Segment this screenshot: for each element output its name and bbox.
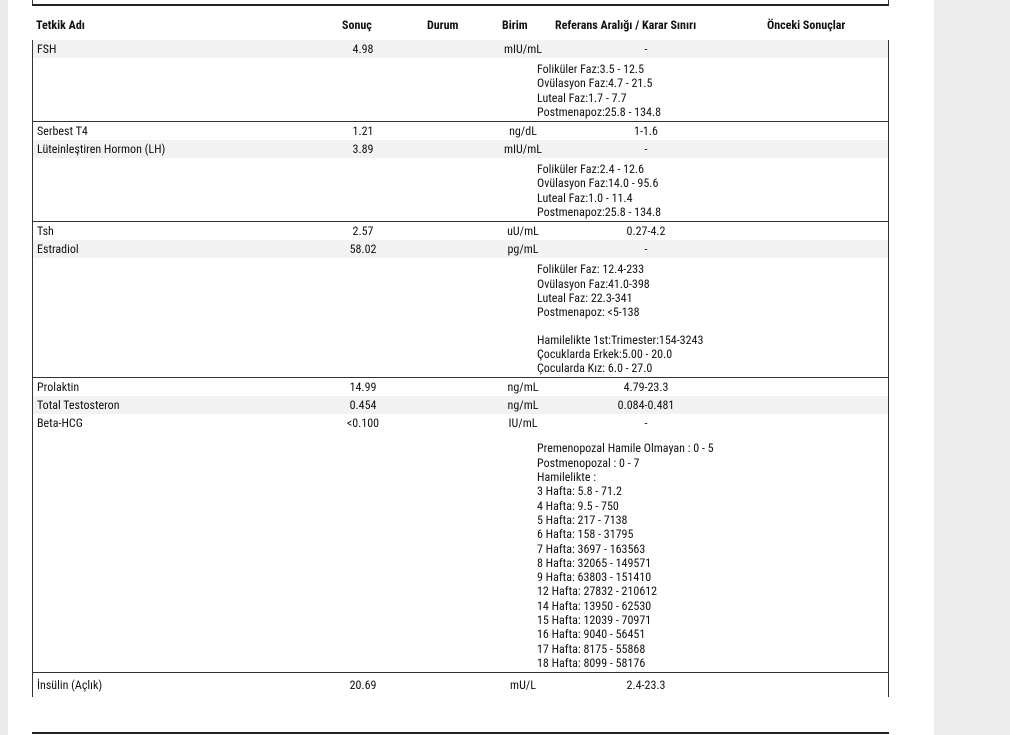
ref-line: 8 Hafta: 32065 - 149571	[537, 555, 652, 570]
test-name: Lüteinleştiren Hormon (LH)	[37, 142, 166, 157]
ref-line: Foliküler Faz: 12.4-233	[537, 262, 645, 277]
table-row	[32, 414, 889, 673]
ref-line: Postmenopozal : 0 - 7	[537, 455, 640, 470]
side-panel	[934, 0, 1010, 735]
ref-line: 17 Hafta: 8175 - 55868	[537, 641, 646, 656]
col-reference: Referans Aralığı / Karar Sınırı	[555, 18, 697, 32]
col-result: Sonuç	[342, 18, 372, 32]
ref-line: 15 Hafta: 12039 - 70971	[537, 613, 652, 628]
test-unit: uU/mL	[507, 224, 539, 239]
table-row	[32, 396, 889, 414]
test-reference: -	[644, 42, 648, 56]
test-reference: 2.4-23.3	[626, 678, 666, 693]
test-result: 20.69	[349, 678, 377, 693]
test-result: <0.100	[346, 416, 380, 431]
table-row	[32, 378, 889, 396]
ref-line: Postmenapoz:25.8 - 134.8	[537, 205, 662, 220]
ref-line: Çocuklarda Erkek:5.00 - 20.0	[537, 346, 673, 361]
table-row	[32, 140, 889, 222]
test-reference: 0.27-4.2	[626, 224, 666, 239]
ref-line: Hamilelikte 1st:Trimester:154-3243	[537, 332, 704, 347]
ref-line: 5 Hafta: 217 - 7138	[537, 512, 628, 527]
top-rule	[32, 0, 889, 6]
col-status: Durum	[427, 18, 459, 32]
test-name: FSH	[37, 42, 57, 56]
table-row	[32, 673, 889, 697]
ref-line: Luteal Faz: 22.3-341	[537, 290, 633, 305]
col-previous: Önceki Sonuçlar	[767, 18, 846, 32]
test-result: 58.02	[349, 242, 377, 257]
reference-details	[33, 258, 888, 377]
test-result: 3.89	[352, 142, 374, 157]
ref-line: Luteal Faz:1.7 - 7.7	[537, 90, 627, 105]
ref-line: 16 Hafta: 9040 - 56451	[537, 627, 646, 642]
test-reference: 1-1.6	[634, 124, 658, 139]
test-name: Serbest T4	[37, 124, 88, 139]
ref-line: Foliküler Faz:2.4 - 12.6	[537, 162, 644, 177]
test-unit: ng/dL	[509, 124, 537, 139]
reference-details	[33, 58, 888, 121]
ref-line: Foliküler Faz:3.5 - 12.5	[537, 62, 644, 76]
ref-line: Luteal Faz:1.0 - 11.4	[537, 190, 633, 205]
ref-line: Premenopozal Hamile Olmayan : 0 - 5	[537, 441, 714, 456]
reference-details	[33, 432, 888, 672]
test-reference: -	[644, 416, 648, 431]
ref-line: Postmenapoz: <5-138	[537, 305, 640, 320]
test-result: 0.454	[349, 398, 377, 413]
results-table	[32, 40, 889, 697]
table-row	[32, 222, 889, 240]
ref-line: 4 Hafta: 9.5 - 750	[537, 498, 619, 513]
test-unit: mU/L	[510, 678, 536, 693]
ref-line: Ovülasyon Faz:41.0-398	[537, 276, 650, 291]
ref-line: Ovülasyon Faz:4.7 - 21.5	[537, 76, 653, 91]
test-reference: -	[644, 242, 648, 257]
bottom-rule	[32, 732, 889, 734]
ref-line: Hamilelikte :	[537, 470, 597, 485]
reference-details	[33, 158, 888, 221]
ref-line: 9 Hafta: 63803 - 151410	[537, 570, 652, 585]
test-unit: pg/mL	[507, 242, 539, 257]
test-unit: ng/mL	[507, 398, 539, 413]
report-sheet	[8, 0, 934, 735]
col-test-name: Tetkik Adı	[36, 18, 85, 32]
test-name: İnsülin (Açlık)	[37, 678, 103, 693]
test-name: Beta-HCG	[37, 416, 83, 431]
test-unit: ng/mL	[507, 380, 539, 395]
test-reference: 0.084-0.481	[617, 398, 675, 413]
ref-line: Çocularda Kız: 6.0 - 27.0	[537, 361, 653, 376]
table-row	[32, 122, 889, 140]
test-result: 2.57	[352, 224, 374, 239]
test-unit: mIU/mL	[504, 42, 542, 56]
table-row	[32, 240, 889, 378]
col-unit: Birim	[502, 18, 528, 32]
test-name: Total Testosteron	[37, 398, 120, 413]
ref-line: 3 Hafta: 5.8 - 71.2	[537, 484, 622, 499]
table-row	[32, 40, 889, 122]
test-name: Prolaktin	[37, 380, 80, 395]
ref-line: 14 Hafta: 13950 - 62530	[537, 598, 652, 613]
test-result: 1.21	[352, 124, 374, 139]
test-result: 14.99	[349, 380, 377, 395]
test-result: 4.98	[352, 42, 374, 56]
ref-line: Postmenapoz:25.8 - 134.8	[537, 104, 662, 119]
ref-line: 12 Hafta: 27832 - 210612	[537, 584, 658, 599]
ref-spacer	[537, 320, 888, 333]
test-unit: mIU/mL	[504, 142, 542, 157]
test-name: Tsh	[37, 224, 54, 239]
test-unit: IU/mL	[508, 416, 538, 431]
ref-line: 18 Hafta: 8099 - 58176	[537, 655, 646, 670]
ref-line: 6 Hafta: 158 - 31795	[537, 527, 634, 542]
test-reference: -	[644, 142, 648, 157]
table-header	[32, 7, 889, 40]
test-reference: 4.79-23.3	[623, 380, 669, 395]
test-name: Estradiol	[37, 242, 79, 257]
ref-line: 7 Hafta: 3697 - 163563	[537, 541, 646, 556]
ref-line: Ovülasyon Faz:14.0 - 95.6	[537, 176, 659, 191]
